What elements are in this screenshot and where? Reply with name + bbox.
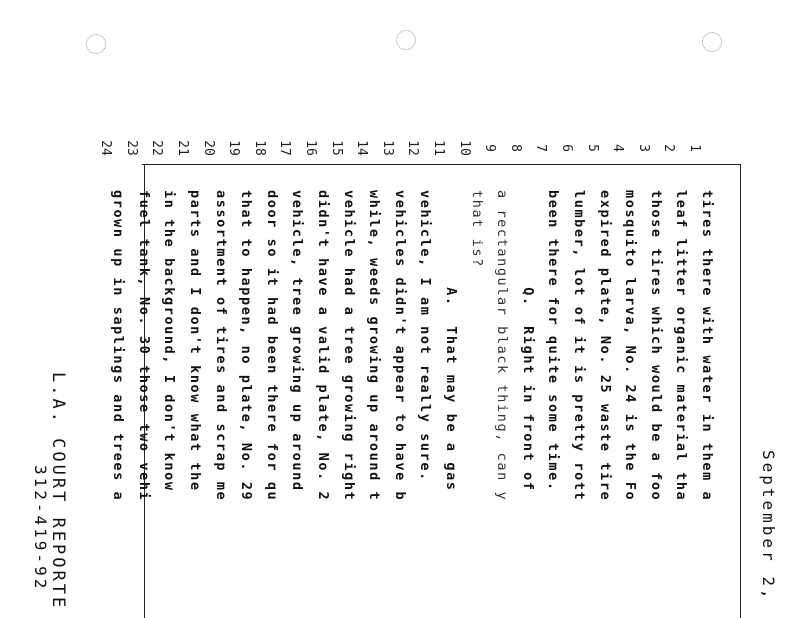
transcript-line: vehicle, tree growing up around: [289, 190, 306, 492]
line-number: 8: [507, 144, 523, 152]
transcript-line: Q. Right in front of: [519, 190, 536, 492]
transcript-line: lumber, lot of it is pretty rott: [571, 190, 587, 502]
transcript-line: vehicles didn't appear to have b: [391, 190, 408, 502]
transcript-line: fuel tank, No. 30 those two vehi: [135, 190, 152, 502]
transcript-line: that to happen, no plate, No. 29: [238, 190, 255, 502]
line-number: 4: [610, 144, 626, 152]
transcript-line: vehicle had a tree growing right: [340, 190, 357, 502]
line-number: 10: [456, 140, 472, 156]
line-number: 9: [482, 144, 498, 152]
punch-hole-top: [86, 34, 106, 54]
transcript-line: door so it had been there for qu: [263, 190, 280, 502]
transcript-line: leaf litter organic material tha: [673, 190, 690, 502]
line-number: 24: [98, 140, 114, 156]
transcript-line: been there for quite some time.: [545, 190, 562, 492]
transcript-line: tires there with water in them a: [699, 190, 715, 502]
line-number: 12: [405, 140, 421, 156]
transcript-line: grown up in saplings and trees a: [110, 190, 127, 502]
line-number: 11: [431, 140, 446, 156]
transcript-line: parts and I don't know what the: [187, 190, 203, 492]
line-number: 17: [277, 140, 293, 156]
line-number: 6: [559, 144, 574, 152]
transcript-line: assortment of tires and scrap me: [212, 190, 229, 502]
transcript-line: expired plate, No. 25 waste tire: [596, 190, 613, 502]
court-reporter-name: L.A. COURT REPORTE: [48, 372, 68, 611]
transcript-line: mosquito larva, No. 24 is the Fo: [622, 190, 639, 502]
line-number: 15: [328, 140, 344, 156]
line-number: 5: [584, 144, 600, 152]
punch-hole-bottom: [702, 32, 722, 52]
transcript-line: while, weeds growing up around t: [366, 190, 383, 502]
court-reporter-phone: 312-419-92: [31, 465, 50, 592]
transcript-line: a rectangular black thing, can y: [494, 190, 511, 502]
line-number: 19: [226, 140, 242, 156]
page-date: September 2,: [759, 450, 778, 602]
line-number: 16: [303, 140, 318, 156]
line-number: 22: [149, 140, 165, 156]
line-number: 14: [354, 140, 370, 156]
transcript-line: that is?: [468, 190, 485, 268]
right-margin-rule: [740, 164, 741, 618]
line-number: 13: [379, 140, 395, 156]
transcript-line: in the background, I don't know: [161, 190, 178, 492]
punch-hole-middle: [396, 30, 416, 50]
line-number: 23: [123, 140, 139, 156]
line-number: 18: [251, 140, 267, 156]
transcript-line: vehicle, I am not really sure.: [417, 190, 434, 482]
line-number: 7: [533, 144, 549, 152]
transcript-line: those tires which would be a foo: [647, 190, 664, 502]
line-number: 20: [200, 140, 216, 156]
line-number: 21: [175, 140, 190, 156]
transcript-line: didn't have a valid plate, No. 2: [315, 190, 331, 502]
line-number: 3: [635, 144, 651, 152]
line-number: 2: [661, 144, 677, 152]
line-number: 1: [687, 144, 702, 152]
transcript-line: A. That may be a gas: [443, 190, 459, 492]
